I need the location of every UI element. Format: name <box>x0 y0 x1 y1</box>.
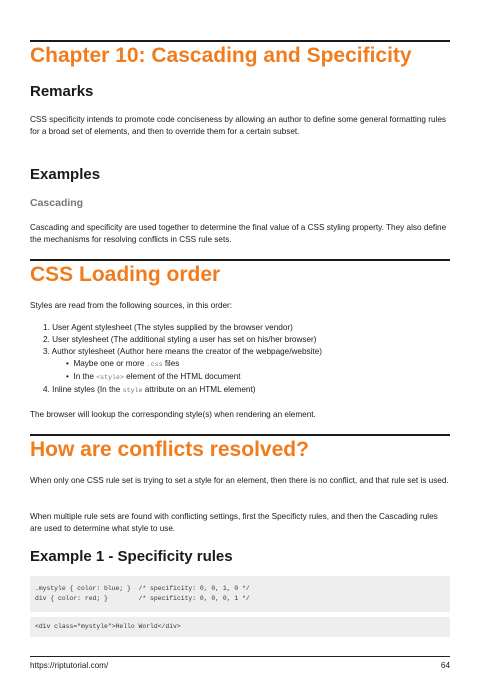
loading-title: CSS Loading order <box>30 263 221 286</box>
chapter-title: Chapter 10: Cascading and Specificity <box>30 44 412 67</box>
conflicts-title: How are conflicts resolved? <box>30 438 309 461</box>
list-item: 2. User stylesheet (The additional styling a user has set on his/her browser) <box>43 335 317 344</box>
cascading-text: Cascading and specificity are used together to determine the final value of a CSS styling property. They also define the mechanisms for resolving conflicts in CSS rule sets. <box>30 223 447 244</box>
sub-item-text: element of the HTML document <box>123 372 241 381</box>
loading-order-list <box>43 322 450 397</box>
bullet: • <box>66 359 69 368</box>
remarks-heading: Remarks <box>30 83 94 100</box>
sub-item-text: In the <box>73 372 97 381</box>
conflicts-paragraph-2: When multiple rule sets are found with conflicting settings, first the Specificty rules, and then the Cascading rules are used to determine what style to use. <box>30 512 438 533</box>
example1-heading: Example 1 - Specificity rules <box>30 548 233 565</box>
footer-divider <box>30 656 450 657</box>
list-sub-item <box>43 371 450 384</box>
loading-accent-rule <box>30 259 450 261</box>
list-sub-item <box>43 358 450 371</box>
loading-intro: Styles are read from the following sources, in this order: <box>30 301 233 310</box>
sub-item-text: Maybe one or more <box>73 359 147 368</box>
code-block-html: <div class="mystyle">Hello World</div> <box>30 617 450 637</box>
conflicts-paragraph-1: When only one CSS rule set is trying to set a style for an element, then there is no conflict, and that rule set is used. <box>30 476 449 485</box>
list-item: 1. User Agent stylesheet (The styles supplied by the browser vendor) <box>43 323 293 332</box>
list-item-text: attribute on an HTML element) <box>142 385 256 394</box>
page-footer <box>30 661 450 671</box>
list-item <box>43 384 450 397</box>
sub-item-text: files <box>162 359 180 368</box>
bullet: • <box>66 372 69 381</box>
list-item: 3. Author stylesheet (Author here means the creator of the webpage/website) <box>43 347 322 356</box>
page-number: 64 <box>440 661 450 670</box>
examples-heading: Examples <box>30 166 101 183</box>
inline-code: .css <box>146 361 163 368</box>
loading-outro: The browser will lookup the corresponding style(s) when rendering an element. <box>30 410 316 419</box>
cascading-subheading: Cascading <box>30 197 84 209</box>
list-item-text: 4. Inline styles (In the <box>43 385 121 394</box>
inline-code: style <box>122 387 143 394</box>
inline-code: <style> <box>96 374 124 381</box>
code-block-css: .mystyle { color: blue; } /* specificity: 0, 0, 1, 0 */ div { color: red; } /* specificity: 0, 0, 0, 1 */ <box>30 576 450 612</box>
conflicts-accent-rule <box>30 434 450 436</box>
remarks-text: CSS specificity intends to promote code conciseness by allowing an author to define some general formatting rules for a broad set of elements, and then to override them for a certain subset. <box>30 115 446 136</box>
footer-url-link[interactable]: https://riptutorial.com/ <box>30 661 109 670</box>
chapter-accent-rule <box>30 40 450 42</box>
